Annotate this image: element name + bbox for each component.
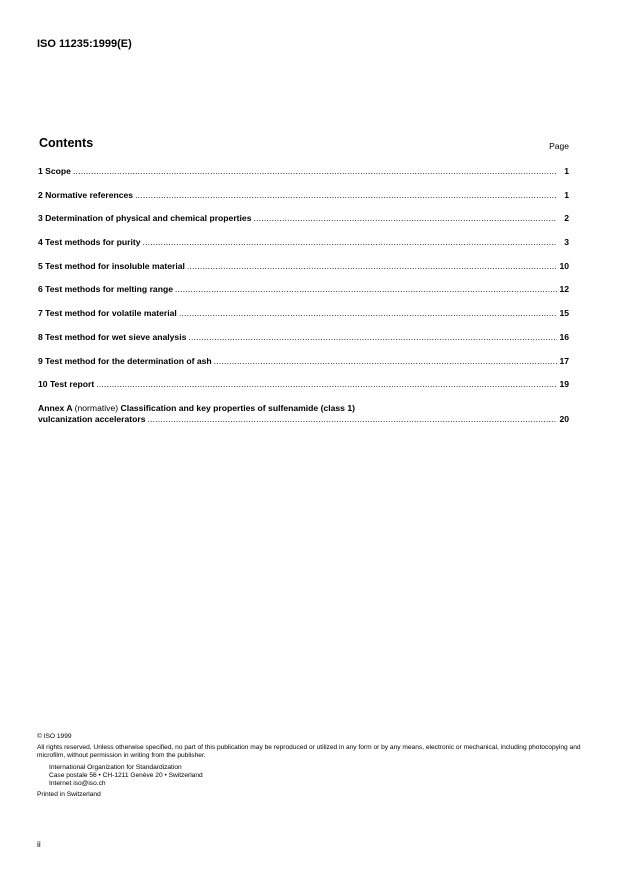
- toc-entry-test-methods-purity[interactable]: [38, 237, 569, 249]
- toc-entry-title: 10 Test report: [38, 379, 95, 390]
- toc-entry-title: 7 Test method for volatile material: [38, 308, 177, 319]
- toc-entry-annex-a[interactable]: [38, 403, 569, 425]
- table-of-contents: [38, 166, 569, 425]
- toc-entry-page: 10: [559, 260, 569, 271]
- toc-entry-title: 2 Normative references: [38, 189, 134, 200]
- dot-leader: [96, 379, 557, 389]
- toc-entry-page: 15: [559, 308, 569, 319]
- annex-title-line-2: vulcanization accelerators: [38, 413, 146, 424]
- dot-leader: [214, 356, 558, 366]
- organization-internet: Internet iso@iso.ch: [49, 780, 106, 788]
- toc-entry-melting-range[interactable]: [38, 284, 569, 296]
- toc-entry-determination-of-ash[interactable]: [38, 356, 569, 368]
- dot-leader: [135, 190, 557, 200]
- annex-line-1: [38, 403, 569, 414]
- annex-kind: (normative): [74, 402, 119, 413]
- toc-entry-page: 12: [559, 284, 569, 295]
- toc-entry-normative-references[interactable]: [38, 190, 569, 202]
- copyright-notice: © ISO 1999: [37, 733, 72, 740]
- dot-leader: [175, 284, 557, 294]
- annex-line-2: [38, 414, 569, 425]
- annex-title-line-1: Classification and key properties of sulfenamide (class 1): [120, 402, 355, 413]
- dot-leader: [188, 332, 557, 342]
- toc-entry-title: 3 Determination of physical and chemical properties: [38, 213, 252, 224]
- toc-entry-insoluble-material[interactable]: [38, 261, 569, 273]
- toc-entry-scope[interactable]: [38, 166, 569, 178]
- toc-entry-title: 5 Test method for insoluble material: [38, 260, 185, 271]
- toc-entry-volatile-material[interactable]: [38, 308, 569, 320]
- annex-label: Annex A: [38, 402, 73, 413]
- printed-location: Printed in Switzerland: [37, 791, 101, 799]
- toc-entry-page: 17: [559, 355, 569, 366]
- toc-entry-title: 4 Test methods for purity: [38, 237, 141, 248]
- dot-leader: [73, 166, 557, 176]
- organization-name: International Organization for Standardization: [49, 763, 182, 771]
- page-column-label: Page: [549, 141, 569, 151]
- toc-entry-page: 19: [559, 379, 569, 390]
- toc-entry-wet-sieve-analysis[interactable]: [38, 332, 569, 344]
- standard-identifier: ISO 11235:1999(E): [37, 38, 132, 50]
- toc-entry-title: 1 Scope: [38, 166, 71, 176]
- toc-entry-title: 9 Test method for the determination of ash: [38, 355, 212, 366]
- toc-entry-page: 1: [564, 189, 569, 200]
- rights-statement: All rights reserved. Unless otherwise specified, no part of this publication may be reproduced or utilized in any form or by any means, electronic or mechanical, including photocopying and microfilm, without permission in writing from the publisher.: [37, 744, 581, 760]
- toc-entry-title: 8 Test method for wet sieve analysis: [38, 331, 187, 342]
- toc-entry-page: 2: [564, 213, 569, 224]
- dot-leader: [187, 261, 558, 271]
- annex-page: 20: [559, 413, 569, 424]
- contents-heading: Contents: [39, 136, 94, 150]
- page-number: ii: [37, 839, 41, 849]
- copyright-block: [37, 733, 582, 799]
- dot-leader: [143, 237, 558, 247]
- dot-leader: [253, 213, 557, 223]
- toc-entry-title: 6 Test methods for melting range: [38, 284, 173, 295]
- dot-leader: [179, 308, 558, 318]
- toc-entry-page: 3: [564, 237, 569, 248]
- toc-entry-physical-chemical-properties[interactable]: [38, 213, 569, 225]
- toc-entry-page: 16: [559, 331, 569, 342]
- dot-leader: [147, 414, 557, 425]
- organization-address: Case postale 56 • CH-1211 Genève 20 • Switzerland: [49, 771, 203, 779]
- toc-entry-page: 1: [564, 166, 569, 176]
- toc-entry-test-report[interactable]: [38, 379, 569, 391]
